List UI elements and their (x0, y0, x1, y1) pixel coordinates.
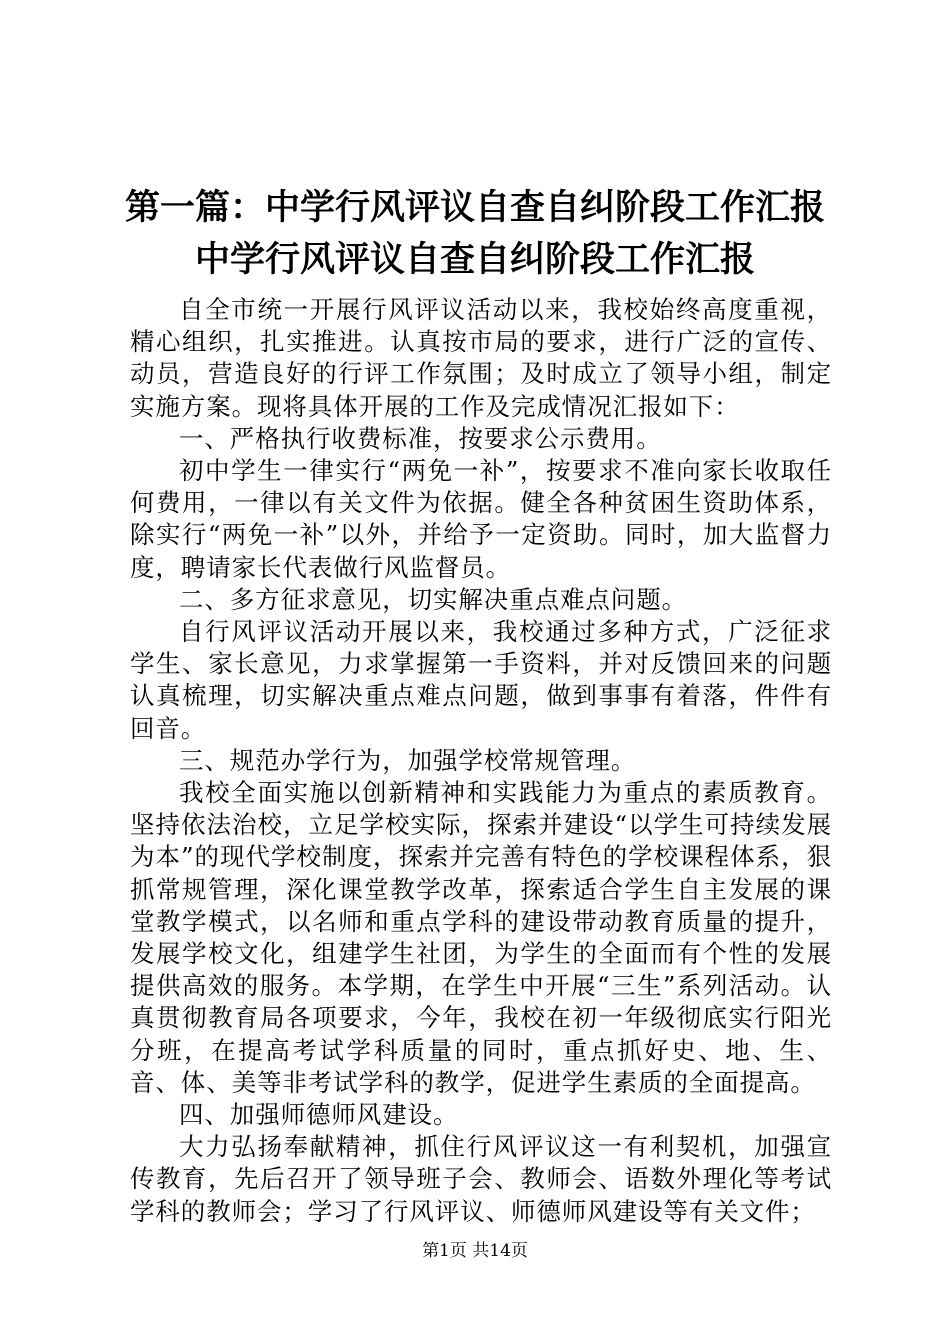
page-footer (0, 1240, 950, 1262)
document-subtitle: 中学行风评议自查自纠阶段工作汇报 (194, 240, 755, 280)
paragraph-section-4: 大力弘扬奉献精神，抓住行风评议这一有利契机，加强宣传教育，先后召开了领导班子会、教师会、语数外理化等考试学科的教师会；学习了行风评议、师德师风建设等有关文件； (130, 1132, 832, 1226)
section-heading-4: 四、加强师德师风建设。 (179, 1100, 459, 1130)
paragraph-intro: 自全市统一开展行风评议活动以来，我校始终高度重视，精心组织，扎实推进。认真按市局的要求，进行广泛的宣传、动员，营造良好的行评工作氛围；及时成立了领导小组，制定实施方案。现将具体开展的工作及完成情况汇报如下： (130, 295, 832, 421)
section-heading-3: 三、规范办学行为，加强学校常规管理。 (179, 745, 637, 775)
paragraph-section-2: 自行风评议活动开展以来，我校通过多种方式，广泛征求学生、家长意见，力求掌握第一手资料，并对反馈回来的问题认真梳理，切实解决重点难点问题，做到事事有着落，件件有回音。 (130, 617, 832, 743)
paragraph-section-1: 初中学生一律实行“两免一补”，按要求不准向家长收取任何费用，一律以有关文件为依据。健全各种贫困生资助体系，除实行“两免一补”以外，并给予一定资助。同时，加大监督力度，聘请家长代表做行风监督员。 (130, 456, 832, 582)
page-number: 第1页 (422, 1241, 467, 1261)
section-heading-2: 二、多方征求意见，切实解决重点难点问题。 (179, 584, 687, 614)
document-title: 第一篇：中学行风评议自查自纠阶段工作汇报 (124, 188, 825, 228)
document-body (130, 294, 832, 1228)
paragraph-section-3: 我校全面实施以创新精神和实践能力为重点的素质教育。坚持依法治校，立足学校实际，探索并建设“以学生可持续发展为本”的现代学校制度，探索并完善有特色的学校课程体系，狠抓常规管理，深化课堂教学改革，探索适合学生自主发展的课堂教学模式，以名师和重点学科的建设带动教育质量的提升，发展学校文化，组建学生社团，为学生的全面而有个性的发展提供高效的服务。本学期，在学生中开展“三生”系列活动。认真贯彻教育局各项要求，今年，我校在初一年级彻底实行阳光分班，在提高考试学科质量的同时，重点抓好史、地、生、音、体、美等非考试学科的教学，促进学生素质的全面提高。 (130, 778, 832, 1097)
section-heading-1: 一、严格执行收费标准，按要求公示费用。 (179, 423, 662, 453)
page-total: 共14页 (472, 1241, 528, 1261)
